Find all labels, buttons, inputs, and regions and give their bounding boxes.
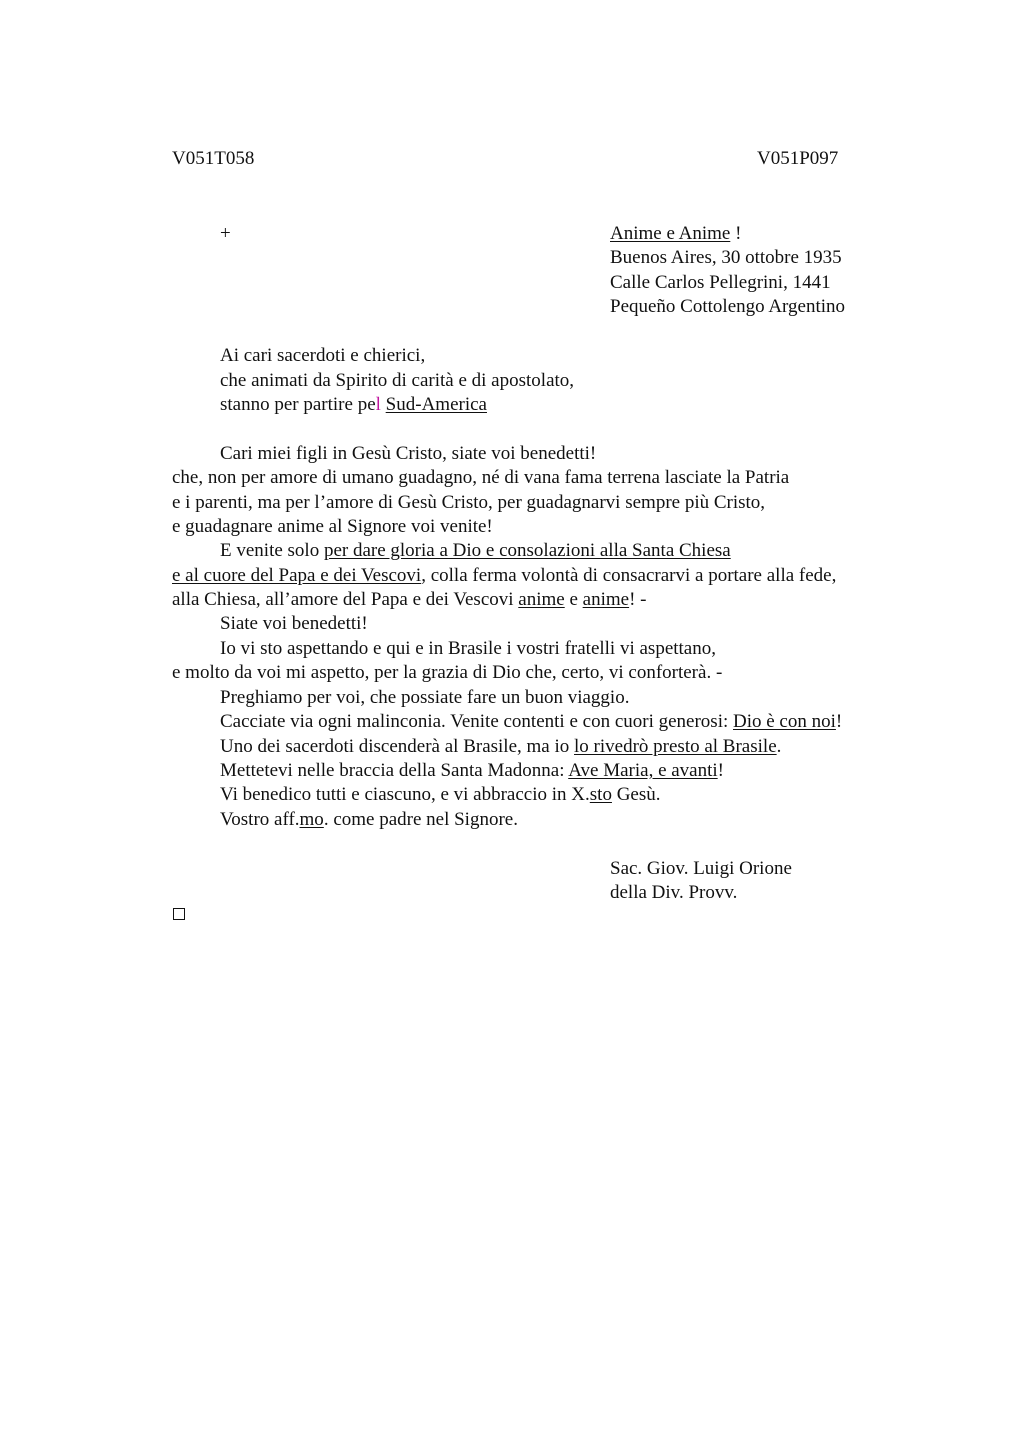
body-line-7 [172, 588, 647, 612]
body-line-16-underlined: mo [299, 809, 324, 830]
body-line-7-anime-2: anime [582, 589, 630, 610]
body-line-7-e: ! - [629, 589, 647, 610]
body-line-14-underlined: Ave Maria, e avanti [568, 760, 718, 781]
addressee-line-3-mark: l [375, 394, 381, 415]
body-line-14-a: Mettetevi nelle braccia della Santa Madonna: [220, 760, 569, 781]
addressee-line-3 [220, 393, 487, 417]
body-line-15-underlined: sto [589, 784, 612, 805]
body-line-6-underlined: e al cuore del Papa e dei Vescovi [172, 565, 422, 586]
body-line-1: Cari miei figli in Gesù Cristo, siate voi benedetti! [220, 443, 597, 464]
body-line-6 [172, 564, 836, 588]
body-line-12 [220, 710, 842, 734]
body-line-2: che, non per amore di umano guadagno, né di vana fama terrena lasciate la Patria [172, 467, 790, 488]
body-line-14 [220, 759, 724, 783]
body-line-8: Siate voi benedetti! [220, 613, 368, 634]
letter-title [610, 222, 741, 246]
letter-title-underlined: Anime e Anime [610, 223, 731, 244]
addressee-line-3-destination: Sud-America [385, 394, 487, 415]
body-line-10: e molto da voi mi aspetto, per la grazia di Dio che, certo, vi conforterà. - [172, 662, 723, 683]
body-line-7-anime-1: anime [518, 589, 565, 610]
body-line-13 [220, 735, 781, 759]
addressee-line-2: che animati da Spirito di carità e di apostolato, [220, 370, 575, 391]
document-code-left: V051T058 [172, 148, 255, 169]
signature-congregation: della Div. Provv. [610, 882, 738, 903]
body-line-12-a: Cacciate via ogni malinconia. Venite contenti e con cuori generosi: [220, 711, 733, 732]
cross-mark: + [220, 223, 231, 244]
body-line-5 [220, 539, 731, 563]
body-line-13-a: Uno dei sacerdoti discenderà al Brasile, ma io [220, 736, 575, 757]
body-line-11: Preghiamo per voi, che possiate fare un buon viaggio. [220, 687, 630, 708]
body-line-13-c: . [776, 736, 782, 757]
body-line-12-c: ! [835, 711, 843, 732]
body-line-6-b: , colla ferma volontà di consacrarvi a portare alla fede, [421, 565, 837, 586]
body-line-15-a: Vi benedico tutti e ciascuno, e vi abbraccio in X. [220, 784, 590, 805]
signature-name: Sac. Giov. Luigi Orione [610, 858, 792, 879]
body-line-15-c: Gesù. [611, 784, 661, 805]
document-code-right: V051P097 [757, 148, 839, 169]
addressee-line-3-a: stanno per partire pe [220, 394, 376, 415]
body-line-7-c: e [564, 589, 583, 610]
body-line-15 [220, 783, 661, 807]
addressee-line-1: Ai cari sacerdoti e chierici, [220, 345, 426, 366]
body-line-5-underlined: per dare gloria a Dio e consolazioni alla Santa Chiesa [323, 540, 731, 561]
body-line-12-underlined: Dio è con noi [733, 711, 836, 732]
dateline-institution: Pequeño Cottolengo Argentino [610, 296, 846, 317]
body-line-4: e guadagnare anime al Signore voi venite! [172, 516, 493, 537]
letter-title-tail: ! [730, 223, 742, 244]
body-line-7-a: alla Chiesa, all’amore del Papa e dei Vescovi [172, 589, 519, 610]
body-line-13-underlined: lo rivedrò presto al Brasile [574, 736, 777, 757]
body-line-14-c: ! [717, 760, 724, 781]
body-line-3: e i parenti, ma per l’amore di Gesù Cristo, per guadagnarvi sempre più Cristo, [172, 492, 766, 513]
dateline-date: Buenos Aires, 30 ottobre 1935 [610, 247, 842, 268]
body-line-16-c: . come padre nel Signore. [323, 809, 518, 830]
dateline-street: Calle Carlos Pellegrini, 1441 [610, 272, 831, 293]
body-line-16-a: Vostro aff. [220, 809, 300, 830]
end-square-icon [173, 908, 185, 920]
body-line-16 [220, 808, 518, 832]
body-line-5-a: E venite solo [220, 540, 324, 561]
body-line-9: Io vi sto aspettando e qui e in Brasile i vostri fratelli vi aspettano, [220, 638, 716, 659]
